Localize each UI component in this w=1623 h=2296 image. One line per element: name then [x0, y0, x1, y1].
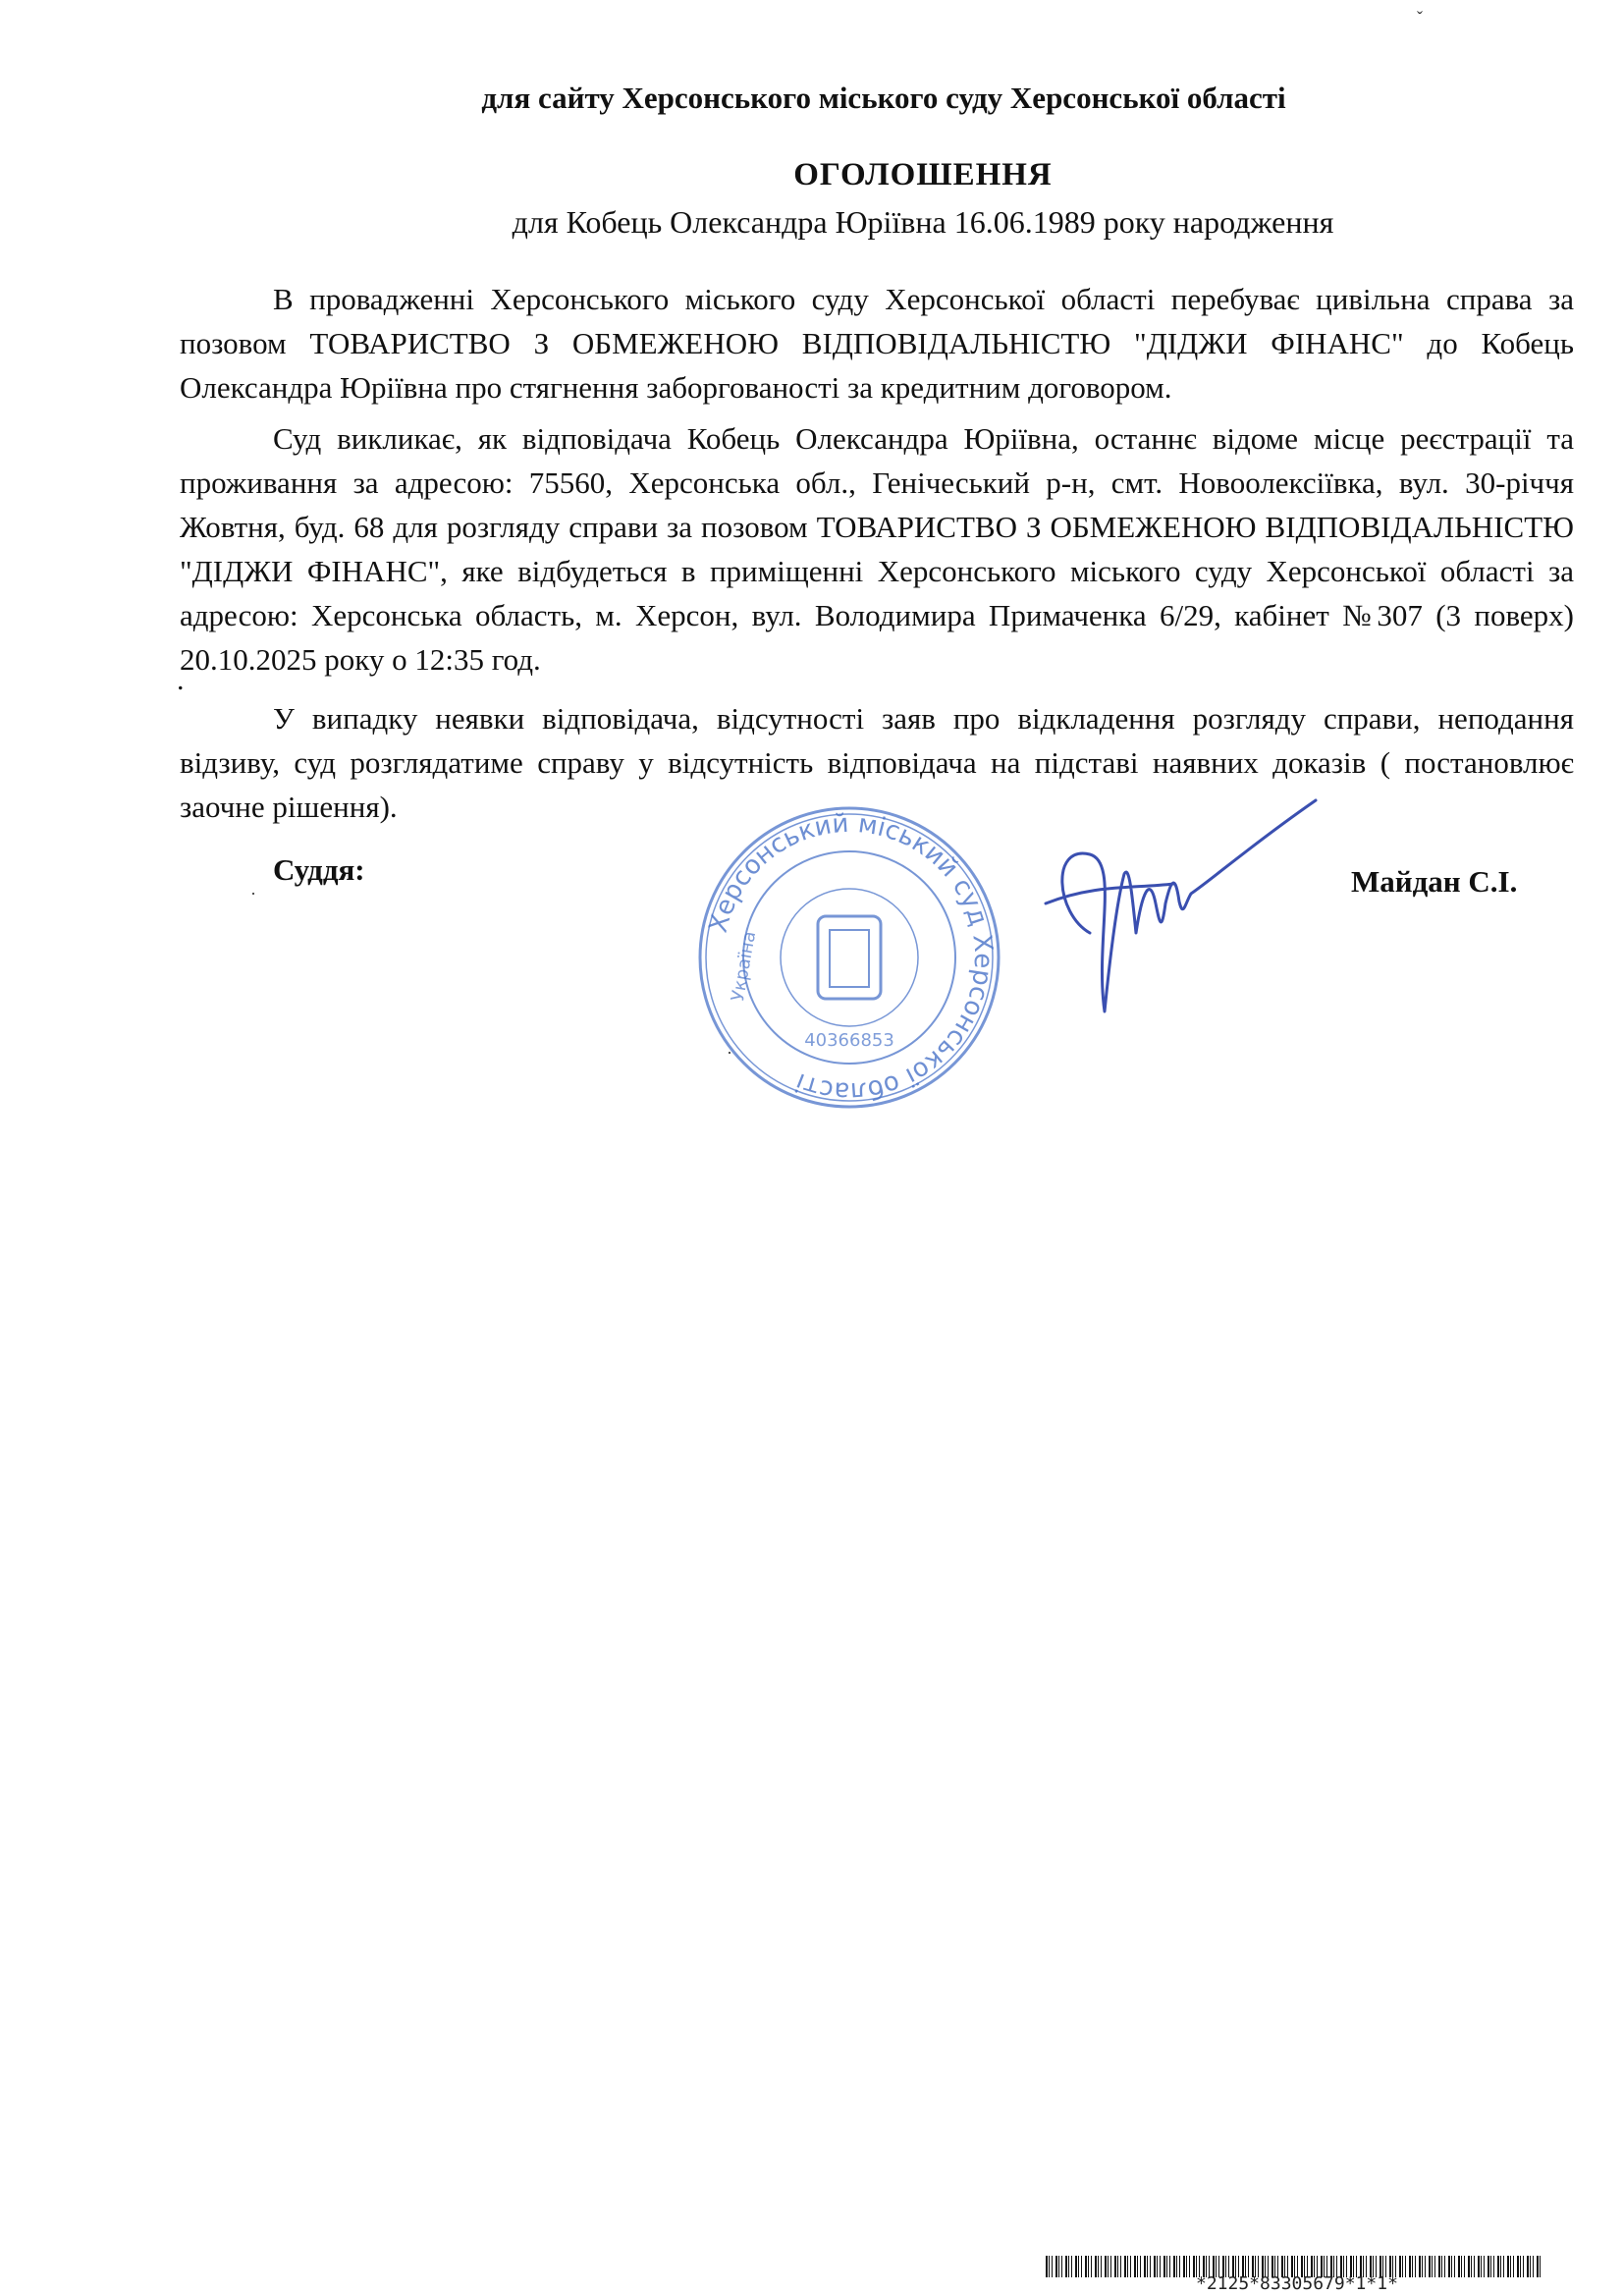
- barcode-bar: [1484, 2256, 1485, 2277]
- barcode-bar: [1500, 2256, 1501, 2277]
- barcode-bar: [1478, 2256, 1480, 2277]
- barcode-bar: [1124, 2256, 1126, 2277]
- barcode-bar: [1474, 2256, 1475, 2277]
- judge-label: Суддя:: [273, 852, 365, 887]
- document-subtitle: для Кобець Олександра Юріївна 16.06.1989 року народження: [512, 204, 1334, 240]
- barcode-bar: [1085, 2256, 1087, 2277]
- barcode-bar: [1481, 2256, 1482, 2277]
- barcode-bar: [1523, 2256, 1524, 2277]
- barcode-bar: [1422, 2256, 1423, 2277]
- barcode-bar: [1173, 2256, 1175, 2277]
- barcode-bar: [1183, 2256, 1185, 2277]
- scan-speck: ·: [250, 884, 256, 903]
- barcode-bar: [1105, 2256, 1107, 2277]
- barcode-bar: [1075, 2256, 1077, 2277]
- barcode-bar: [1179, 2256, 1180, 2277]
- barcode-bar: [1176, 2256, 1177, 2277]
- barcode-bar: [1533, 2256, 1534, 2277]
- barcode-bar: [1130, 2256, 1131, 2277]
- barcode-bar: [1071, 2256, 1072, 2277]
- barcode-bar: [1510, 2256, 1511, 2277]
- barcode-bar: [1412, 2256, 1413, 2277]
- barcode-bar: [1166, 2256, 1167, 2277]
- barcode-bar: [1468, 2256, 1470, 2277]
- barcode-bar: [1537, 2256, 1539, 2277]
- barcode-bar: [1530, 2256, 1531, 2277]
- document-header: для сайту Херсонського міського суду Херсонської області: [481, 81, 1286, 115]
- barcode-bar: [1140, 2256, 1141, 2277]
- barcode-bar: [1127, 2256, 1128, 2277]
- barcode-bar: [1117, 2256, 1118, 2277]
- court-seal: [692, 800, 1006, 1115]
- barcode-bar: [1154, 2256, 1156, 2277]
- barcode-bar: [1415, 2256, 1416, 2277]
- barcode-bar: [1540, 2256, 1541, 2277]
- barcode-bar: [1527, 2256, 1529, 2277]
- barcode-bar: [1189, 2256, 1190, 2277]
- barcode-bar: [1405, 2256, 1406, 2277]
- barcode-bar: [1068, 2256, 1069, 2277]
- judge-name: Майдан С.І.: [1351, 864, 1518, 899]
- judge-signature: [1036, 786, 1321, 1021]
- barcode-bar: [1497, 2256, 1499, 2277]
- barcode-bar: [1157, 2256, 1158, 2277]
- barcode-bar: [1114, 2256, 1116, 2277]
- barcode-bar: [1052, 2256, 1053, 2277]
- paragraph-summons: Суд викликає, як відповідача Кобець Олександра Юріївна, останнє відоме місце реєстрації та проживання за адресою: 75560, Херсонська обл., Генічеський р-н, смт. Новоолексіївка, вул. 30-річчя Жовтня, буд. 68 для розгляду справи за позовом ТОВАРИСТВО З ОБМЕЖЕНОЮ ВІДПОВІДАЛЬНІСТЮ "ДІДЖИ ФІНАНС", яке відбудеться в приміщенні Херсонського міського суду Херсонської області за адресою: Херсонська область, м. Херсон, вул. Володимира Примаченка 6/29, кабінет №307 (3 поверх) 20.10.2025 року о 12:35 год.: [180, 421, 1574, 677]
- barcode-bar: [1160, 2256, 1161, 2277]
- barcode-bar: [1458, 2256, 1460, 2277]
- barcode-bar: [1134, 2256, 1136, 2277]
- barcode-bar: [1120, 2256, 1121, 2277]
- barcode-bar: [1451, 2256, 1452, 2277]
- barcode-bar: [1144, 2256, 1146, 2277]
- barcode-bar: [1488, 2256, 1489, 2277]
- barcode-bar: [1098, 2256, 1099, 2277]
- barcode-bar: [1061, 2256, 1062, 2277]
- barcode-bar: [1471, 2256, 1472, 2277]
- barcode-bar: [1432, 2256, 1433, 2277]
- barcode-bar: [1088, 2256, 1089, 2277]
- barcode-bar: [1101, 2256, 1102, 2277]
- barcode-bar: [1399, 2256, 1401, 2277]
- barcode-bar: [1490, 2256, 1491, 2277]
- barcode-bar: [1169, 2256, 1170, 2277]
- barcode-bar: [1520, 2256, 1521, 2277]
- barcode-bar: [1507, 2256, 1509, 2277]
- barcode-bar: [1058, 2256, 1059, 2277]
- barcode-bar: [1448, 2256, 1450, 2277]
- barcode-bar: [1163, 2256, 1165, 2277]
- barcode-bar: [1147, 2256, 1148, 2277]
- barcode-bar: [1461, 2256, 1462, 2277]
- barcode-bar: [1095, 2256, 1097, 2277]
- barcode-bar: [1402, 2256, 1403, 2277]
- barcode-bar: [1454, 2256, 1455, 2277]
- barcode-bar: [1081, 2256, 1082, 2277]
- paragraph-default-judgment: У випадку неявки відповідача, відсутності заяв про відкладення розгляду справи, неподання відзиву, суд розглядатиме справу у відсутність відповідача на підставі наявних доказів ( постановлює заочне рішення).: [180, 701, 1574, 824]
- barcode-text: *2125*83305679*1*1*: [1196, 2273, 1398, 2294]
- seal-code: 40366853: [804, 1030, 894, 1051]
- barcode-bar: [1444, 2256, 1445, 2277]
- scan-speck: ·: [727, 1043, 732, 1063]
- seal-country: Україна: [727, 929, 761, 1004]
- barcode-bar: [1513, 2256, 1514, 2277]
- barcode-bar: [1434, 2256, 1435, 2277]
- barcode-bar: [1046, 2256, 1048, 2277]
- barcode-bar: [1493, 2256, 1494, 2277]
- barcode-bar: [1108, 2256, 1109, 2277]
- scan-speck: ˇ: [1417, 8, 1423, 27]
- barcode-bar: [1193, 2256, 1195, 2277]
- barcode-bar: [1503, 2256, 1504, 2277]
- barcode-bar: [1150, 2256, 1151, 2277]
- barcode-bar: [1438, 2256, 1440, 2277]
- stray-mark: .: [177, 664, 185, 696]
- barcode-bar: [1409, 2256, 1411, 2277]
- barcode-bar: [1429, 2256, 1431, 2277]
- barcode-bar: [1425, 2256, 1426, 2277]
- barcode-bar: [1078, 2256, 1079, 2277]
- barcode-bar: [1517, 2256, 1519, 2277]
- barcode-bar: [1091, 2256, 1092, 2277]
- document-title: ОГОЛОШЕННЯ: [793, 157, 1053, 192]
- barcode-bar: [1049, 2256, 1050, 2277]
- barcode-bar: [1441, 2256, 1442, 2277]
- barcode-bar: [1065, 2256, 1067, 2277]
- barcode-bar: [1186, 2256, 1187, 2277]
- barcode-bar: [1464, 2256, 1465, 2277]
- barcode-bar: [1110, 2256, 1111, 2277]
- barcode-bar: [1055, 2256, 1057, 2277]
- barcode-bar: [1137, 2256, 1138, 2277]
- seal-outer-text: Херсонський міський суд Херсонської області: [703, 808, 999, 1107]
- barcode-bar: [1419, 2256, 1421, 2277]
- paragraph-case-info: В провадженні Херсонського міського суду Херсонської області перебуває цивільна справа за позовом ТОВАРИСТВО З ОБМЕЖЕНОЮ ВІДПОВІДАЛЬНІСТЮ "ДІДЖИ ФІНАНС" до Кобець Олександра Юріївна про стягнення заборгованості за кредитним договором.: [180, 282, 1574, 405]
